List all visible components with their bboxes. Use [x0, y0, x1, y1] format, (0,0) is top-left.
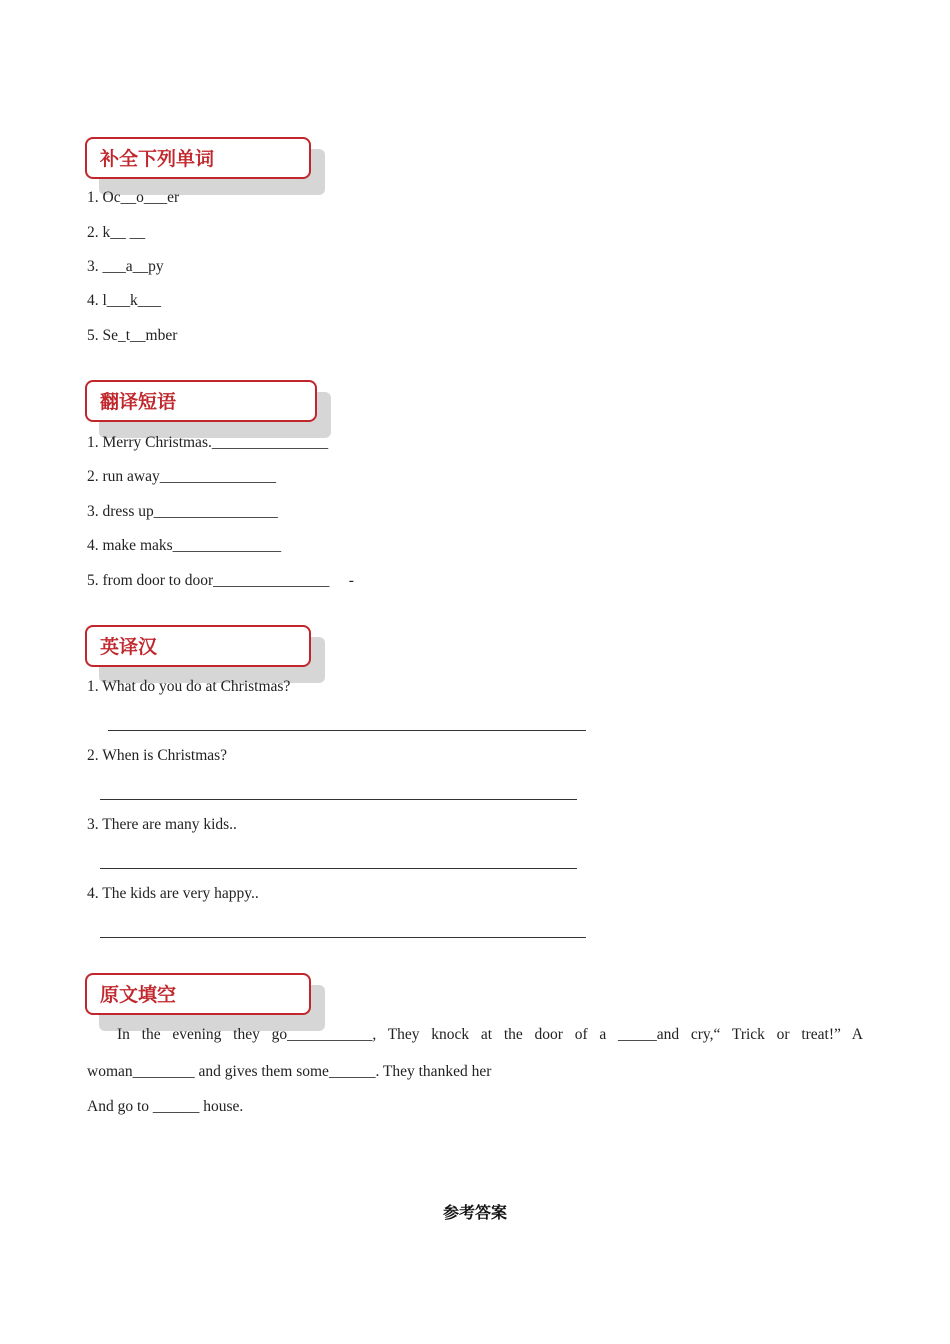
section-title: 原文填空: [85, 973, 311, 1015]
section-title: 补全下列单词: [85, 137, 311, 179]
list-item: 5. from door to door_______________ -: [87, 572, 354, 589]
list-item: 2. run away_______________: [87, 468, 276, 485]
list-item: 2. k__ __: [87, 224, 146, 241]
answer-line[interactable]: [100, 868, 577, 869]
list-item: 5. Se_t__mber: [87, 327, 178, 344]
section-title: 翻译短语: [85, 380, 317, 422]
list-item: 4. The kids are very happy..: [87, 885, 259, 902]
answer-line[interactable]: [100, 799, 577, 800]
answer-line[interactable]: [108, 730, 586, 731]
list-item: 1. Merry Christmas._______________: [87, 434, 329, 451]
paragraph-line: In the evening they go___________, They knock at the door of a _____and cry,“ Trick or treat!” A: [117, 1026, 863, 1043]
list-item: 3. ___a__py: [87, 258, 164, 275]
list-item: 1. What do you do at Christmas?: [87, 678, 291, 695]
list-item: 2. When is Christmas?: [87, 747, 228, 764]
paragraph-line: And go to ______ house.: [87, 1098, 244, 1115]
list-item: 3. dress up________________: [87, 503, 278, 520]
list-item: 4. l___k___: [87, 292, 162, 309]
answer-line[interactable]: [100, 937, 586, 938]
section-title: 英译汉: [85, 625, 311, 667]
answer-key-title: 参考答案: [442, 1203, 507, 1222]
list-item: 4. make maks______________: [87, 537, 282, 554]
paragraph-line: woman________ and gives them some______. They thanked her: [87, 1063, 492, 1080]
list-item: 1. Oc__o___er: [87, 189, 180, 206]
list-item: 3. There are many kids..: [87, 816, 237, 833]
